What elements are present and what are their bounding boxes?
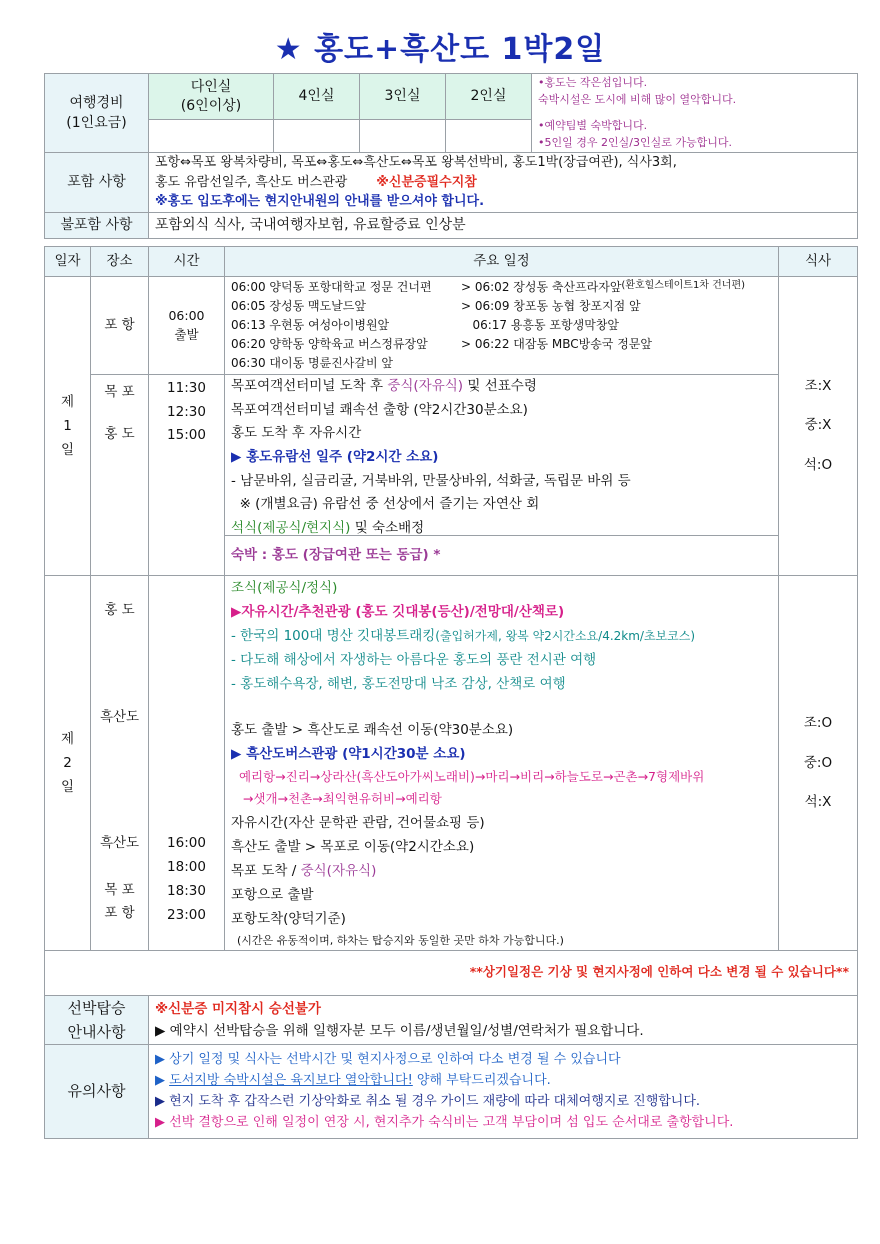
fee-notes xyxy=(532,74,858,153)
pickup-stop-b: 06:17 용흥동 포항생막창앞 xyxy=(461,318,619,333)
excluded-text: 포함외식 식사, 국내여행자보험, 유료할증료 인상분 xyxy=(149,212,858,238)
pickup-row xyxy=(231,316,772,335)
header-place: 장소 xyxy=(91,247,149,277)
day2-meals xyxy=(779,576,858,951)
item: 홍도 도착 후 자유시간 xyxy=(231,425,362,442)
fee-value-6 xyxy=(149,120,274,153)
meal-lunch: 중:O xyxy=(803,754,833,771)
fee-note: •5인일 경우 2인실/3인실로 가능합니다. xyxy=(538,135,732,149)
pickup-stop-a: 06:00 양덕동 포항대학교 정문 건너편 xyxy=(231,280,432,295)
pickup-row xyxy=(231,297,772,316)
fee-header-6: 다인실 (6인이상) xyxy=(149,74,274,120)
fee-note: 숙박시설은 도시에 비해 많이 열악합니다. xyxy=(538,92,737,106)
item xyxy=(231,517,772,535)
change-notice xyxy=(45,951,858,996)
item: 목포여객선터미널 쾌속선 출항 (약2시간30분소요) xyxy=(231,401,528,418)
fee-header-2: 2인실 xyxy=(446,74,532,120)
fee-note: •예약팀별 숙박합니다. xyxy=(538,119,648,132)
item-cruise: ▶ 홍도유람선 일주 (약2시간 소요) xyxy=(231,448,439,465)
pickup-row xyxy=(231,354,772,373)
item-text: - 한국의 100대 명산 깃대봉트래킹 xyxy=(231,628,436,645)
meal-dinner: 석:X xyxy=(804,793,832,810)
fee-header-3: 3인실 xyxy=(360,74,446,120)
day1-pickup-time: 06:00 출발 xyxy=(149,277,225,375)
item: 포항도착(양덕기준) xyxy=(231,910,346,927)
stay-text: 숙박 : 홍도 (장급여관 또는 동급) * xyxy=(231,547,441,563)
place: 흑산도 xyxy=(99,709,140,725)
pickup-stop-b: > 06:22 대잠동 MBC방송국 정문앞 xyxy=(461,336,652,351)
caution-item xyxy=(155,1071,851,1092)
caution-text-tail: 양해 부탁드리겠습니다. xyxy=(412,1072,551,1088)
item: 흑산도 출발 > 목포로 이동(약2시간소요) xyxy=(231,838,475,855)
item-meal: 조식(제공식/정식) xyxy=(231,580,338,596)
day1-label: 제 1 일 xyxy=(45,277,91,576)
day2-label: 제 2 일 xyxy=(45,576,91,951)
day1-places xyxy=(91,375,149,576)
pickup-row xyxy=(231,278,772,297)
item xyxy=(231,624,772,648)
schedule-table xyxy=(44,246,858,1139)
fee-value-3 xyxy=(360,120,446,153)
caution-text xyxy=(149,1045,858,1139)
item-meal: 중식(자유식) xyxy=(387,378,464,394)
time: 18:30 xyxy=(167,883,206,899)
place: 흑산도 xyxy=(99,835,140,851)
included-line: 포항⇔목포 왕복차량비, 목포⇔홍도⇔흑산도⇔목포 왕복선박비, 홍도1박(장급여관), 식사3회, xyxy=(155,155,677,170)
caution-underlined: 도서지방 숙박시설은 육지보다 열악합니다! xyxy=(169,1072,413,1088)
meal-dinner: 석:O xyxy=(803,456,833,473)
meal-breakfast: 조:O xyxy=(803,715,833,732)
change-notice-text: **상기일정은 기상 및 현지사정에 인하여 다소 변경 될 수 있습니다** xyxy=(469,964,849,980)
header-date: 일자 xyxy=(45,247,91,277)
fee-note xyxy=(538,108,851,118)
item-text: 목포여객선터미널 도착 후 xyxy=(231,378,388,394)
item-note: (시간은 유동적이며, 하차는 탑승지와 동일한 곳만 하차 가능합니다.) xyxy=(237,933,564,947)
fee-value-2 xyxy=(446,120,532,153)
caution-bullet: ▶ xyxy=(155,1072,170,1088)
pickup-row xyxy=(231,335,772,354)
caution-item: ▶ 선박 결항으로 인해 일정이 연장 시, 현지추가 숙식비는 고객 부담이며 섬 입도 순서대로 출항합니다. xyxy=(155,1114,734,1130)
pickup-stop-a: 06:05 장성동 맥도날드앞 xyxy=(231,299,366,314)
pickup-stop-b: > 06:02 장성동 축산프라자앞 xyxy=(461,280,622,295)
place: 목 포 xyxy=(104,882,135,898)
pickup-stop-a: 06:30 대이동 명륜진사갈비 앞 xyxy=(231,355,393,370)
fee-header-4: 4인실 xyxy=(274,74,360,120)
time: 23:00 xyxy=(167,907,206,923)
pickup-stop-a: 06:13 우현동 여성아이병원앞 xyxy=(231,318,390,333)
item: 자유시간(자산 문학관 관람, 건어물쇼핑 등) xyxy=(231,814,485,831)
time: 11:30 xyxy=(167,380,206,396)
time: 12:30 xyxy=(167,403,206,420)
item xyxy=(231,375,772,399)
item: ※ (개별요금) 유람선 중 선상에서 즐기는 자연산 회 xyxy=(231,496,540,513)
item-note: (출입허가제, 왕복 약2시간소요/4.2km/초보코스) xyxy=(435,629,696,644)
place xyxy=(97,405,142,423)
place: 홍 도 xyxy=(104,602,135,618)
caution-item: ▶ 상기 일정 및 식사는 선박시간 및 현지사정으로 인하여 다소 변경 될 수 있습니다 xyxy=(155,1052,621,1068)
day1-meals xyxy=(779,277,858,576)
place: 목 포 xyxy=(104,384,135,400)
included-label: 포함 사항 xyxy=(45,153,149,213)
excluded-label: 불포함 사항 xyxy=(45,212,149,238)
header-schedule: 주요 일정 xyxy=(225,247,779,277)
item-route: 예리항→진리→상라산(흑산도아가씨노래비)→마리→비리→하늘도로→곤촌→7형제바위 xyxy=(231,769,705,785)
item: - 남문바위, 실금리굴, 거북바위, 만물상바위, 석화굴, 독립문 바위 등 xyxy=(231,472,631,489)
item-text: 목포 도착 / xyxy=(231,862,301,879)
time: 15:00 xyxy=(167,427,206,444)
item: 홍도 출발 > 흑산도로 쾌속선 이동(약30분소요) xyxy=(231,722,514,739)
included-line xyxy=(155,173,851,193)
boarding-label: 선박탑승 안내사항 xyxy=(45,996,149,1045)
item xyxy=(231,859,772,883)
pickup-stop-b: > 06:09 창포동 농협 창포지점 앞 xyxy=(461,299,641,314)
item-meal: 중식(자유식) xyxy=(300,862,377,879)
time: 16:00 xyxy=(167,835,206,851)
day1-stay xyxy=(225,535,778,574)
included-text xyxy=(149,153,858,213)
item-text: 및 선표수령 xyxy=(463,378,537,394)
day2-times xyxy=(149,576,225,951)
pickup-stop-note: (환호힐스테이트1차 건너편) xyxy=(621,280,746,292)
caution-label: 유의사항 xyxy=(45,1045,149,1139)
header-time: 시간 xyxy=(149,247,225,277)
time: 18:00 xyxy=(167,859,206,875)
item: 포항으로 출발 xyxy=(231,886,314,903)
boarding-text xyxy=(149,996,858,1045)
item-text: 및 숙소배정 xyxy=(350,519,425,535)
fee-table xyxy=(44,73,858,239)
guide-note: ※홍도 입도후에는 현지안내원의 안내를 받으셔야 합니다. xyxy=(155,194,485,209)
day2-places xyxy=(91,576,149,951)
fee-label: 여행경비 (1인요금) xyxy=(45,74,149,153)
place: 포 항 xyxy=(104,905,135,921)
meal-breakfast: 조:X xyxy=(804,378,832,395)
boarding-id-note: ※신분증 미지참시 승선불가 xyxy=(155,1001,321,1017)
item-bus-tour: ▶ 흑산도버스관광 (약1시간30분 소요) xyxy=(231,746,466,763)
included-line-text: 홍도 유람선일주, 흑산도 버스관광 xyxy=(155,174,348,190)
item-meal: 석식(제공식/현지식) xyxy=(231,519,351,535)
day2-items xyxy=(231,576,772,950)
day2-schedule xyxy=(225,576,779,951)
id-required-note: ※신분증필수지참 xyxy=(376,174,477,190)
fee-value-4 xyxy=(274,120,360,153)
day1-pickup-place: 포 항 xyxy=(91,277,149,375)
place: 홍 도 xyxy=(104,425,135,442)
day1-schedule xyxy=(225,375,779,576)
day1-pickups xyxy=(225,277,779,375)
fee-note: •홍도는 작은섬입니다. xyxy=(538,76,648,89)
item-free-time: ▶자유시간/추천관광 (홍도 깃대봉(등산)/전망대/산책로) xyxy=(231,604,565,621)
day1-times xyxy=(149,375,225,576)
day1-items xyxy=(225,375,778,535)
page-title: ★ 홍도+흑산도 1박2일 xyxy=(274,32,606,67)
pickup-stop-a: 06:20 양학동 양학육교 버스정류장앞 xyxy=(231,336,428,351)
item: - 홍도해수욕장, 해변, 홍도전망대 낙조 감상, 산책로 여행 xyxy=(231,676,566,693)
header-meal: 식사 xyxy=(779,247,858,277)
item: - 다도해 해상에서 자생하는 아름다운 홍도의 풍란 전시관 여행 xyxy=(231,652,597,669)
boarding-info: ▶ 예약시 선박탑승을 위해 일행자분 모두 이름/생년월일/성별/연락처가 필요합니다. xyxy=(155,1023,644,1040)
caution-item: ▶ 현지 도착 후 갑작스런 기상악화로 취소 될 경우 가이드 재량에 따라 대체여행지로 진행합니다. xyxy=(155,1093,701,1109)
meal-lunch: 중:X xyxy=(804,417,832,434)
item-route: →샛개→천촌→최익현유허비→예리항 xyxy=(231,791,442,807)
